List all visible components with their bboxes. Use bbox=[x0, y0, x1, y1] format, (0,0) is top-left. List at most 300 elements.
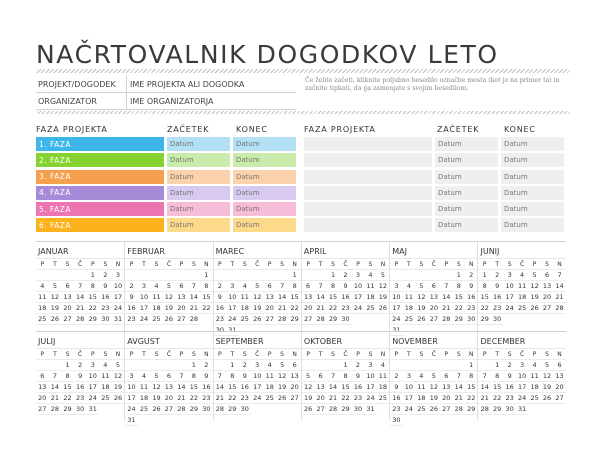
weekday-label: N bbox=[553, 259, 565, 270]
phase-end-date[interactable]: Datum bbox=[233, 137, 296, 151]
month-name: AVGUST bbox=[127, 337, 160, 346]
day-cell: 10 bbox=[390, 292, 402, 303]
day-cell: 4 bbox=[150, 281, 162, 292]
day-cell bbox=[403, 270, 415, 281]
day-cell: 25 bbox=[239, 314, 251, 325]
day-cell: 21 bbox=[453, 393, 465, 404]
day-cell: 26 bbox=[541, 393, 553, 404]
end-header-right: KONEC bbox=[504, 125, 536, 134]
day-cell bbox=[415, 270, 427, 281]
weekday-label: T bbox=[314, 349, 326, 360]
organizer-name-field[interactable]: IME ORGANIZATORJA bbox=[126, 93, 296, 109]
month-days bbox=[390, 348, 477, 426]
month-name: SEPTEMBER bbox=[215, 337, 264, 346]
phase-start-date[interactable]: Datum bbox=[435, 186, 498, 200]
day-cell: 24 bbox=[390, 314, 402, 325]
day-cell: 10 bbox=[352, 281, 364, 292]
day-cell bbox=[49, 270, 62, 281]
day-cell: 26 bbox=[528, 303, 540, 314]
day-cell: 19 bbox=[302, 393, 314, 404]
day-cell: 20 bbox=[553, 382, 565, 393]
organizer-row bbox=[36, 93, 296, 110]
day-cell: 21 bbox=[188, 303, 200, 314]
day-cell: 23 bbox=[503, 393, 515, 404]
day-cell: 6 bbox=[440, 371, 452, 382]
day-cell: 9 bbox=[352, 371, 364, 382]
phase-name-empty[interactable] bbox=[304, 153, 432, 167]
day-cell bbox=[36, 360, 49, 371]
weekday-label: P bbox=[36, 259, 49, 270]
day-cell: 30 bbox=[74, 404, 87, 415]
weekday-label: P bbox=[263, 259, 275, 270]
day-cell: 13 bbox=[314, 382, 326, 393]
weekday-label: S bbox=[99, 349, 112, 360]
day-cell: 21 bbox=[478, 393, 490, 404]
day-cell: 17 bbox=[403, 393, 415, 404]
weekday-label: S bbox=[276, 349, 288, 360]
month-block bbox=[389, 241, 477, 334]
day-cell: 14 bbox=[553, 281, 565, 292]
day-cell: 18 bbox=[239, 303, 251, 314]
weekday-label: P bbox=[86, 259, 99, 270]
day-cell: 30 bbox=[99, 314, 112, 325]
day-cell: 31 bbox=[364, 404, 376, 415]
day-cell: 11 bbox=[36, 292, 49, 303]
month-days bbox=[36, 258, 124, 325]
phase-start-date[interactable]: Datum bbox=[167, 137, 230, 151]
day-cell: 19 bbox=[150, 393, 162, 404]
day-cell: 29 bbox=[339, 404, 351, 415]
day-cell: 28 bbox=[276, 314, 288, 325]
project-label: PROJEKT/DOGODEK bbox=[38, 79, 116, 89]
day-cell: 13 bbox=[302, 292, 314, 303]
day-cell: 6 bbox=[288, 360, 300, 371]
day-cell: 15 bbox=[288, 292, 300, 303]
month-name: APRIL bbox=[303, 247, 327, 256]
day-cell: 17 bbox=[390, 303, 402, 314]
phase-start-date[interactable]: Datum bbox=[435, 170, 498, 184]
day-cell: 16 bbox=[200, 382, 212, 393]
weekday-label: N bbox=[377, 259, 389, 270]
month-days bbox=[302, 348, 389, 415]
day-cell: 24 bbox=[226, 314, 238, 325]
phase-name[interactable]: 5. FAZA bbox=[36, 202, 164, 216]
phase-row bbox=[36, 170, 298, 184]
day-cell: 13 bbox=[440, 382, 452, 393]
month-name: DECEMBER bbox=[480, 337, 526, 346]
day-cell: 3 bbox=[352, 270, 364, 281]
day-cell: 15 bbox=[491, 382, 503, 393]
day-cell: 27 bbox=[163, 404, 175, 415]
phase-row bbox=[36, 218, 298, 232]
day-cell bbox=[390, 360, 402, 371]
day-cell: 5 bbox=[428, 371, 440, 382]
phase-name-empty[interactable] bbox=[304, 218, 432, 232]
day-cell: 27 bbox=[553, 393, 565, 404]
month-days bbox=[478, 258, 565, 325]
weekday-label: N bbox=[200, 349, 212, 360]
day-cell: 26 bbox=[302, 404, 314, 415]
day-cell: 5 bbox=[302, 371, 314, 382]
phase-start-date[interactable]: Datum bbox=[435, 218, 498, 232]
month-block bbox=[124, 331, 212, 424]
day-cell: 29 bbox=[478, 314, 490, 325]
day-cell bbox=[214, 360, 226, 371]
month-block bbox=[213, 331, 301, 421]
day-cell: 27 bbox=[263, 314, 275, 325]
day-cell: 16 bbox=[491, 292, 503, 303]
weekday-label: S bbox=[188, 349, 200, 360]
phase-start-date[interactable]: Datum bbox=[167, 186, 230, 200]
day-cell: 12 bbox=[276, 371, 288, 382]
day-cell: 2 bbox=[390, 371, 402, 382]
phase-end-date[interactable]: Datum bbox=[233, 218, 296, 232]
day-cell: 22 bbox=[86, 303, 99, 314]
day-cell: 30 bbox=[491, 314, 503, 325]
calendar-row bbox=[36, 331, 566, 424]
phase-start-date[interactable]: Datum bbox=[167, 218, 230, 232]
phase-start-date[interactable]: Datum bbox=[435, 202, 498, 216]
day-cell: 8 bbox=[86, 281, 99, 292]
phase-end-date[interactable]: Datum bbox=[233, 170, 296, 184]
weekday-label: P bbox=[352, 259, 364, 270]
day-cell: 19 bbox=[541, 382, 553, 393]
day-cell: 23 bbox=[390, 404, 402, 415]
phase-name[interactable]: 1. FAZA bbox=[36, 137, 164, 151]
day-cell: 24 bbox=[138, 314, 150, 325]
project-name-field[interactable]: IME PROJEKTA ALI DOGODKA bbox=[126, 76, 296, 92]
day-cell: 17 bbox=[364, 382, 376, 393]
phase-end-date[interactable]: Datum bbox=[233, 202, 296, 216]
month-block bbox=[477, 241, 565, 331]
phase-name-empty[interactable] bbox=[304, 202, 432, 216]
day-cell: 3 bbox=[390, 281, 402, 292]
phase-end-date[interactable]: Datum bbox=[233, 153, 296, 167]
day-cell: 4 bbox=[516, 270, 528, 281]
day-cell: 29 bbox=[453, 314, 465, 325]
day-cell: 5 bbox=[415, 281, 427, 292]
day-cell: 5 bbox=[163, 281, 175, 292]
month-name: NOVEMBER bbox=[392, 337, 438, 346]
day-cell: 10 bbox=[138, 292, 150, 303]
day-cell: 25 bbox=[377, 393, 389, 404]
day-cell: 28 bbox=[175, 404, 187, 415]
phase-row bbox=[36, 186, 298, 200]
month-name: FEBRUAR bbox=[127, 247, 165, 256]
month-days bbox=[125, 348, 212, 426]
weekday-label: P bbox=[125, 349, 137, 360]
day-cell bbox=[453, 360, 465, 371]
day-cell: 20 bbox=[263, 303, 275, 314]
day-cell: 14 bbox=[276, 292, 288, 303]
phase-end-date[interactable]: Datum bbox=[501, 202, 564, 216]
day-cell: 1 bbox=[188, 360, 200, 371]
day-cell: 22 bbox=[453, 303, 465, 314]
day-cell: 7 bbox=[478, 371, 490, 382]
day-cell bbox=[175, 270, 187, 281]
day-cell: 25 bbox=[415, 404, 427, 415]
month-name: OKTOBER bbox=[303, 337, 343, 346]
day-cell: 18 bbox=[150, 303, 162, 314]
day-cell: 16 bbox=[503, 382, 515, 393]
weekday-label: P bbox=[528, 259, 540, 270]
day-cell: 23 bbox=[74, 393, 87, 404]
day-cell: 16 bbox=[239, 382, 251, 393]
day-cell: 30 bbox=[352, 404, 364, 415]
phase-start-date[interactable]: Datum bbox=[435, 137, 498, 151]
day-cell: 18 bbox=[528, 382, 540, 393]
day-cell: 22 bbox=[288, 303, 300, 314]
month-days bbox=[214, 258, 301, 336]
weekday-label: Č bbox=[251, 349, 263, 360]
day-cell: 14 bbox=[453, 382, 465, 393]
day-cell: 15 bbox=[339, 382, 351, 393]
day-cell: 14 bbox=[440, 292, 452, 303]
day-cell: 3 bbox=[364, 360, 376, 371]
day-cell: 7 bbox=[314, 281, 326, 292]
organizer-label: ORGANIZATOR bbox=[38, 96, 97, 106]
day-cell: 29 bbox=[491, 404, 503, 415]
day-cell: 16 bbox=[74, 382, 87, 393]
day-cell bbox=[428, 270, 440, 281]
day-cell: 31 bbox=[516, 404, 528, 415]
day-cell: 15 bbox=[453, 292, 465, 303]
weekday-label: S bbox=[188, 259, 200, 270]
phase-start-date[interactable]: Datum bbox=[167, 202, 230, 216]
day-cell: 26 bbox=[163, 314, 175, 325]
phase-end-date[interactable]: Datum bbox=[501, 137, 564, 151]
month-name: JUNIJ bbox=[480, 247, 500, 256]
day-cell: 24 bbox=[352, 303, 364, 314]
day-cell: 25 bbox=[364, 303, 376, 314]
day-cell: 16 bbox=[352, 382, 364, 393]
day-cell: 5 bbox=[112, 360, 125, 371]
day-cell: 13 bbox=[61, 292, 74, 303]
day-cell: 29 bbox=[188, 404, 200, 415]
day-cell: 12 bbox=[251, 292, 263, 303]
instruction-note[interactable]: Če želite začeti, kliknite poljubno besedilo označbe mesta (kot je na primer ta) in začnite tipkati, da ga zamenjate s svojim besedilom. bbox=[305, 77, 560, 92]
day-cell bbox=[302, 360, 314, 371]
day-cell bbox=[415, 360, 427, 371]
weekday-label: Č bbox=[428, 259, 440, 270]
day-cell: 5 bbox=[528, 270, 540, 281]
day-cell: 7 bbox=[276, 281, 288, 292]
end-header: KONEC bbox=[236, 125, 268, 134]
day-cell: 12 bbox=[112, 371, 125, 382]
day-cell: 9 bbox=[74, 371, 87, 382]
weekday-label: P bbox=[390, 259, 402, 270]
day-cell: 4 bbox=[263, 360, 275, 371]
day-cell: 2 bbox=[239, 360, 251, 371]
weekday-label: S bbox=[453, 349, 465, 360]
day-cell: 15 bbox=[327, 292, 339, 303]
day-cell bbox=[175, 360, 187, 371]
month-days bbox=[36, 348, 124, 415]
day-cell: 23 bbox=[214, 314, 226, 325]
day-cell: 10 bbox=[125, 382, 137, 393]
day-cell: 22 bbox=[200, 303, 212, 314]
day-cell: 6 bbox=[302, 281, 314, 292]
day-cell: 29 bbox=[327, 314, 339, 325]
weekday-label: Č bbox=[516, 349, 528, 360]
weekday-label: P bbox=[478, 349, 490, 360]
phase-name-empty[interactable] bbox=[304, 186, 432, 200]
day-cell: 6 bbox=[36, 371, 49, 382]
month-name: JULIJ bbox=[38, 337, 56, 346]
day-cell: 7 bbox=[553, 270, 565, 281]
day-cell: 27 bbox=[541, 303, 553, 314]
day-cell: 29 bbox=[288, 314, 300, 325]
day-cell: 23 bbox=[465, 303, 477, 314]
day-cell: 22 bbox=[327, 303, 339, 314]
day-cell: 19 bbox=[49, 303, 62, 314]
month-days bbox=[390, 258, 477, 336]
day-cell: 1 bbox=[491, 360, 503, 371]
phase-name[interactable]: 4. FAZA bbox=[36, 186, 164, 200]
phase-start-date[interactable]: Datum bbox=[435, 153, 498, 167]
day-cell bbox=[390, 270, 402, 281]
day-cell: 7 bbox=[440, 281, 452, 292]
weekday-label: S bbox=[415, 349, 427, 360]
day-cell: 20 bbox=[36, 393, 49, 404]
day-cell: 3 bbox=[86, 360, 99, 371]
weekday-label: P bbox=[214, 259, 226, 270]
day-cell bbox=[226, 270, 238, 281]
weekday-label: N bbox=[288, 349, 300, 360]
day-cell: 6 bbox=[553, 360, 565, 371]
day-cell: 1 bbox=[200, 270, 212, 281]
phase-start-date[interactable]: Datum bbox=[167, 153, 230, 167]
day-cell: 22 bbox=[478, 303, 490, 314]
day-cell: 8 bbox=[226, 371, 238, 382]
day-cell: 13 bbox=[428, 292, 440, 303]
day-cell: 19 bbox=[251, 303, 263, 314]
day-cell: 16 bbox=[465, 292, 477, 303]
month-block bbox=[301, 241, 389, 331]
day-cell bbox=[125, 270, 137, 281]
day-cell: 26 bbox=[276, 393, 288, 404]
day-cell: 14 bbox=[49, 382, 62, 393]
weekday-label: N bbox=[553, 349, 565, 360]
day-cell: 15 bbox=[465, 382, 477, 393]
phase-end-date[interactable]: Datum bbox=[501, 186, 564, 200]
day-cell: 11 bbox=[364, 281, 376, 292]
phase-end-date[interactable]: Datum bbox=[233, 186, 296, 200]
phase-row bbox=[36, 153, 298, 167]
day-cell: 2 bbox=[352, 360, 364, 371]
phase-end-date[interactable]: Datum bbox=[501, 170, 564, 184]
day-cell: 12 bbox=[541, 371, 553, 382]
weekday-label: T bbox=[491, 259, 503, 270]
weekday-label: T bbox=[49, 349, 62, 360]
day-cell: 6 bbox=[61, 281, 74, 292]
day-cell: 23 bbox=[239, 393, 251, 404]
day-cell: 13 bbox=[163, 382, 175, 393]
day-cell: 7 bbox=[74, 281, 87, 292]
weekday-label: S bbox=[61, 259, 74, 270]
phase-start-date[interactable]: Datum bbox=[167, 170, 230, 184]
weekday-label: Č bbox=[516, 259, 528, 270]
day-cell: 31 bbox=[125, 415, 137, 426]
phase-name-empty[interactable] bbox=[304, 170, 432, 184]
day-cell: 29 bbox=[226, 404, 238, 415]
day-cell: 5 bbox=[49, 281, 62, 292]
weekday-label: N bbox=[288, 259, 300, 270]
phase-row-right bbox=[304, 202, 566, 216]
phase-end-date[interactable]: Datum bbox=[501, 153, 564, 167]
phase-end-date[interactable]: Datum bbox=[501, 218, 564, 232]
day-cell: 17 bbox=[516, 382, 528, 393]
day-cell bbox=[150, 360, 162, 371]
weekday-label: T bbox=[138, 349, 150, 360]
day-cell: 2 bbox=[491, 270, 503, 281]
day-cell: 8 bbox=[327, 281, 339, 292]
weekday-label: P bbox=[214, 349, 226, 360]
day-cell: 9 bbox=[214, 292, 226, 303]
month-name: MAREC bbox=[215, 247, 245, 256]
weekday-label: S bbox=[364, 349, 376, 360]
phase-name-empty[interactable] bbox=[304, 137, 432, 151]
day-cell: 30 bbox=[390, 415, 402, 426]
month-days bbox=[125, 258, 212, 325]
day-cell: 13 bbox=[541, 281, 553, 292]
day-cell: 6 bbox=[263, 281, 275, 292]
day-cell: 24 bbox=[251, 393, 263, 404]
project-row bbox=[36, 76, 296, 93]
day-cell: 17 bbox=[138, 303, 150, 314]
day-cell: 26 bbox=[49, 314, 62, 325]
weekday-label: Č bbox=[74, 349, 87, 360]
day-cell: 24 bbox=[125, 404, 137, 415]
day-cell: 5 bbox=[276, 360, 288, 371]
day-cell: 6 bbox=[314, 371, 326, 382]
day-cell: 8 bbox=[200, 281, 212, 292]
month-block bbox=[389, 331, 477, 424]
day-cell: 25 bbox=[36, 314, 49, 325]
day-cell: 26 bbox=[428, 404, 440, 415]
day-cell: 14 bbox=[327, 382, 339, 393]
day-cell: 3 bbox=[226, 281, 238, 292]
day-cell: 4 bbox=[99, 360, 112, 371]
calendar-row bbox=[36, 241, 566, 334]
day-cell: 9 bbox=[465, 281, 477, 292]
day-cell: 3 bbox=[138, 281, 150, 292]
weekday-label: P bbox=[263, 349, 275, 360]
day-cell: 21 bbox=[553, 292, 565, 303]
day-cell: 23 bbox=[200, 393, 212, 404]
weekday-label: S bbox=[150, 349, 162, 360]
day-cell: 21 bbox=[327, 393, 339, 404]
day-cell: 20 bbox=[428, 303, 440, 314]
day-cell: 20 bbox=[302, 303, 314, 314]
day-cell: 2 bbox=[214, 281, 226, 292]
day-cell: 18 bbox=[99, 382, 112, 393]
day-cell: 17 bbox=[503, 292, 515, 303]
day-cell: 12 bbox=[428, 382, 440, 393]
day-cell: 24 bbox=[503, 303, 515, 314]
phase-name[interactable]: 3. FAZA bbox=[36, 170, 164, 184]
day-cell: 5 bbox=[377, 270, 389, 281]
phase-name[interactable]: 2. FAZA bbox=[36, 153, 164, 167]
day-cell: 2 bbox=[200, 360, 212, 371]
weekday-label: S bbox=[327, 349, 339, 360]
weekday-label: Č bbox=[339, 259, 351, 270]
day-cell bbox=[138, 360, 150, 371]
weekday-label: P bbox=[175, 259, 187, 270]
phase-name[interactable]: 6. FAZA bbox=[36, 218, 164, 232]
day-cell: 4 bbox=[138, 371, 150, 382]
day-cell: 19 bbox=[163, 303, 175, 314]
